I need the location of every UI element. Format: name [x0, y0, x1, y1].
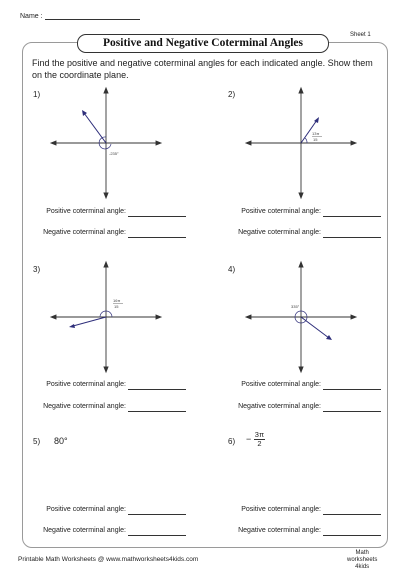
problem-3-angle-num: 16π	[113, 298, 121, 303]
negative-answer-field-4[interactable]	[323, 411, 381, 412]
name-label: Name :	[20, 13, 43, 20]
problem-2-angle-num: 13π	[312, 131, 320, 136]
logo-line-2: worksheets	[347, 557, 378, 563]
page-title: Positive and Negative Coterminal Angles	[77, 34, 329, 53]
problem-1-angle-label: -235°	[109, 151, 119, 156]
negative-answer-field-1[interactable]	[128, 237, 186, 238]
positive-answer-label-2: Positive coterminal angle:	[241, 208, 321, 215]
negative-answer-label-3: Negative coterminal angle:	[43, 403, 126, 410]
negative-answer-label-2: Negative coterminal angle:	[238, 229, 321, 236]
problem-number-6: 6)	[228, 437, 236, 446]
problem-5-angle: 80°	[54, 436, 68, 446]
footer-credit: Printable Math Worksheets @ www.mathworksheets4kids.com	[18, 556, 199, 563]
problem-2-angle-den: 15	[313, 137, 318, 142]
positive-answer-label-4: Positive coterminal angle:	[241, 381, 321, 388]
negative-answer-label-6: Negative coterminal angle:	[238, 527, 321, 534]
positive-answer-field-3[interactable]	[128, 389, 186, 390]
coordinate-plane-3	[51, 262, 161, 372]
negative-answer-field-2[interactable]	[323, 237, 381, 238]
positive-answer-field-1[interactable]	[128, 216, 186, 217]
negative-answer-label-1: Negative coterminal angle:	[43, 229, 126, 236]
sheet-label: Sheet 1	[350, 32, 371, 38]
positive-answer-field-4[interactable]	[323, 389, 381, 390]
positive-answer-label-6: Positive coterminal angle:	[241, 506, 321, 513]
negative-answer-field-5[interactable]	[128, 535, 186, 536]
problem-number-1: 1)	[33, 90, 41, 99]
problem-6-denominator: 2	[257, 439, 262, 448]
negative-answer-field-3[interactable]	[128, 411, 186, 412]
problem-6-angle	[246, 431, 265, 448]
problem-4-angle-label: 335°	[291, 304, 300, 309]
problem-number-5: 5)	[33, 437, 41, 446]
coordinate-plane-2	[246, 88, 356, 198]
problem-6-fraction	[254, 431, 265, 448]
problem-6-sign: −	[246, 433, 252, 444]
negative-answer-field-6[interactable]	[323, 535, 381, 536]
coordinate-plane-4	[246, 262, 356, 372]
logo-line-1: Math	[355, 550, 369, 556]
coordinate-plane-1	[51, 88, 161, 198]
name-input-line[interactable]	[45, 19, 140, 20]
problem-number-3: 3)	[33, 265, 41, 274]
problem-6-numerator: 3π	[254, 430, 265, 439]
negative-answer-label-5: Negative coterminal angle:	[43, 527, 126, 534]
positive-answer-field-5[interactable]	[128, 514, 186, 515]
problem-number-4: 4)	[228, 265, 236, 274]
positive-answer-label-5: Positive coterminal angle:	[46, 506, 126, 513]
logo-line-3: 4kids	[355, 564, 370, 570]
problem-number-2: 2)	[228, 90, 236, 99]
problem-3-angle-den: 15	[114, 304, 119, 309]
positive-answer-label-1: Positive coterminal angle:	[46, 208, 126, 215]
positive-answer-field-2[interactable]	[323, 216, 381, 217]
positive-answer-field-6[interactable]	[323, 514, 381, 515]
positive-answer-label-3: Positive coterminal angle:	[46, 381, 126, 388]
instructions: Find the positive and negative coterminal angles for each indicated angle. Show them on the coordinate plane.	[32, 58, 373, 80]
negative-answer-label-4: Negative coterminal angle:	[238, 403, 321, 410]
footer-logo	[347, 550, 377, 571]
